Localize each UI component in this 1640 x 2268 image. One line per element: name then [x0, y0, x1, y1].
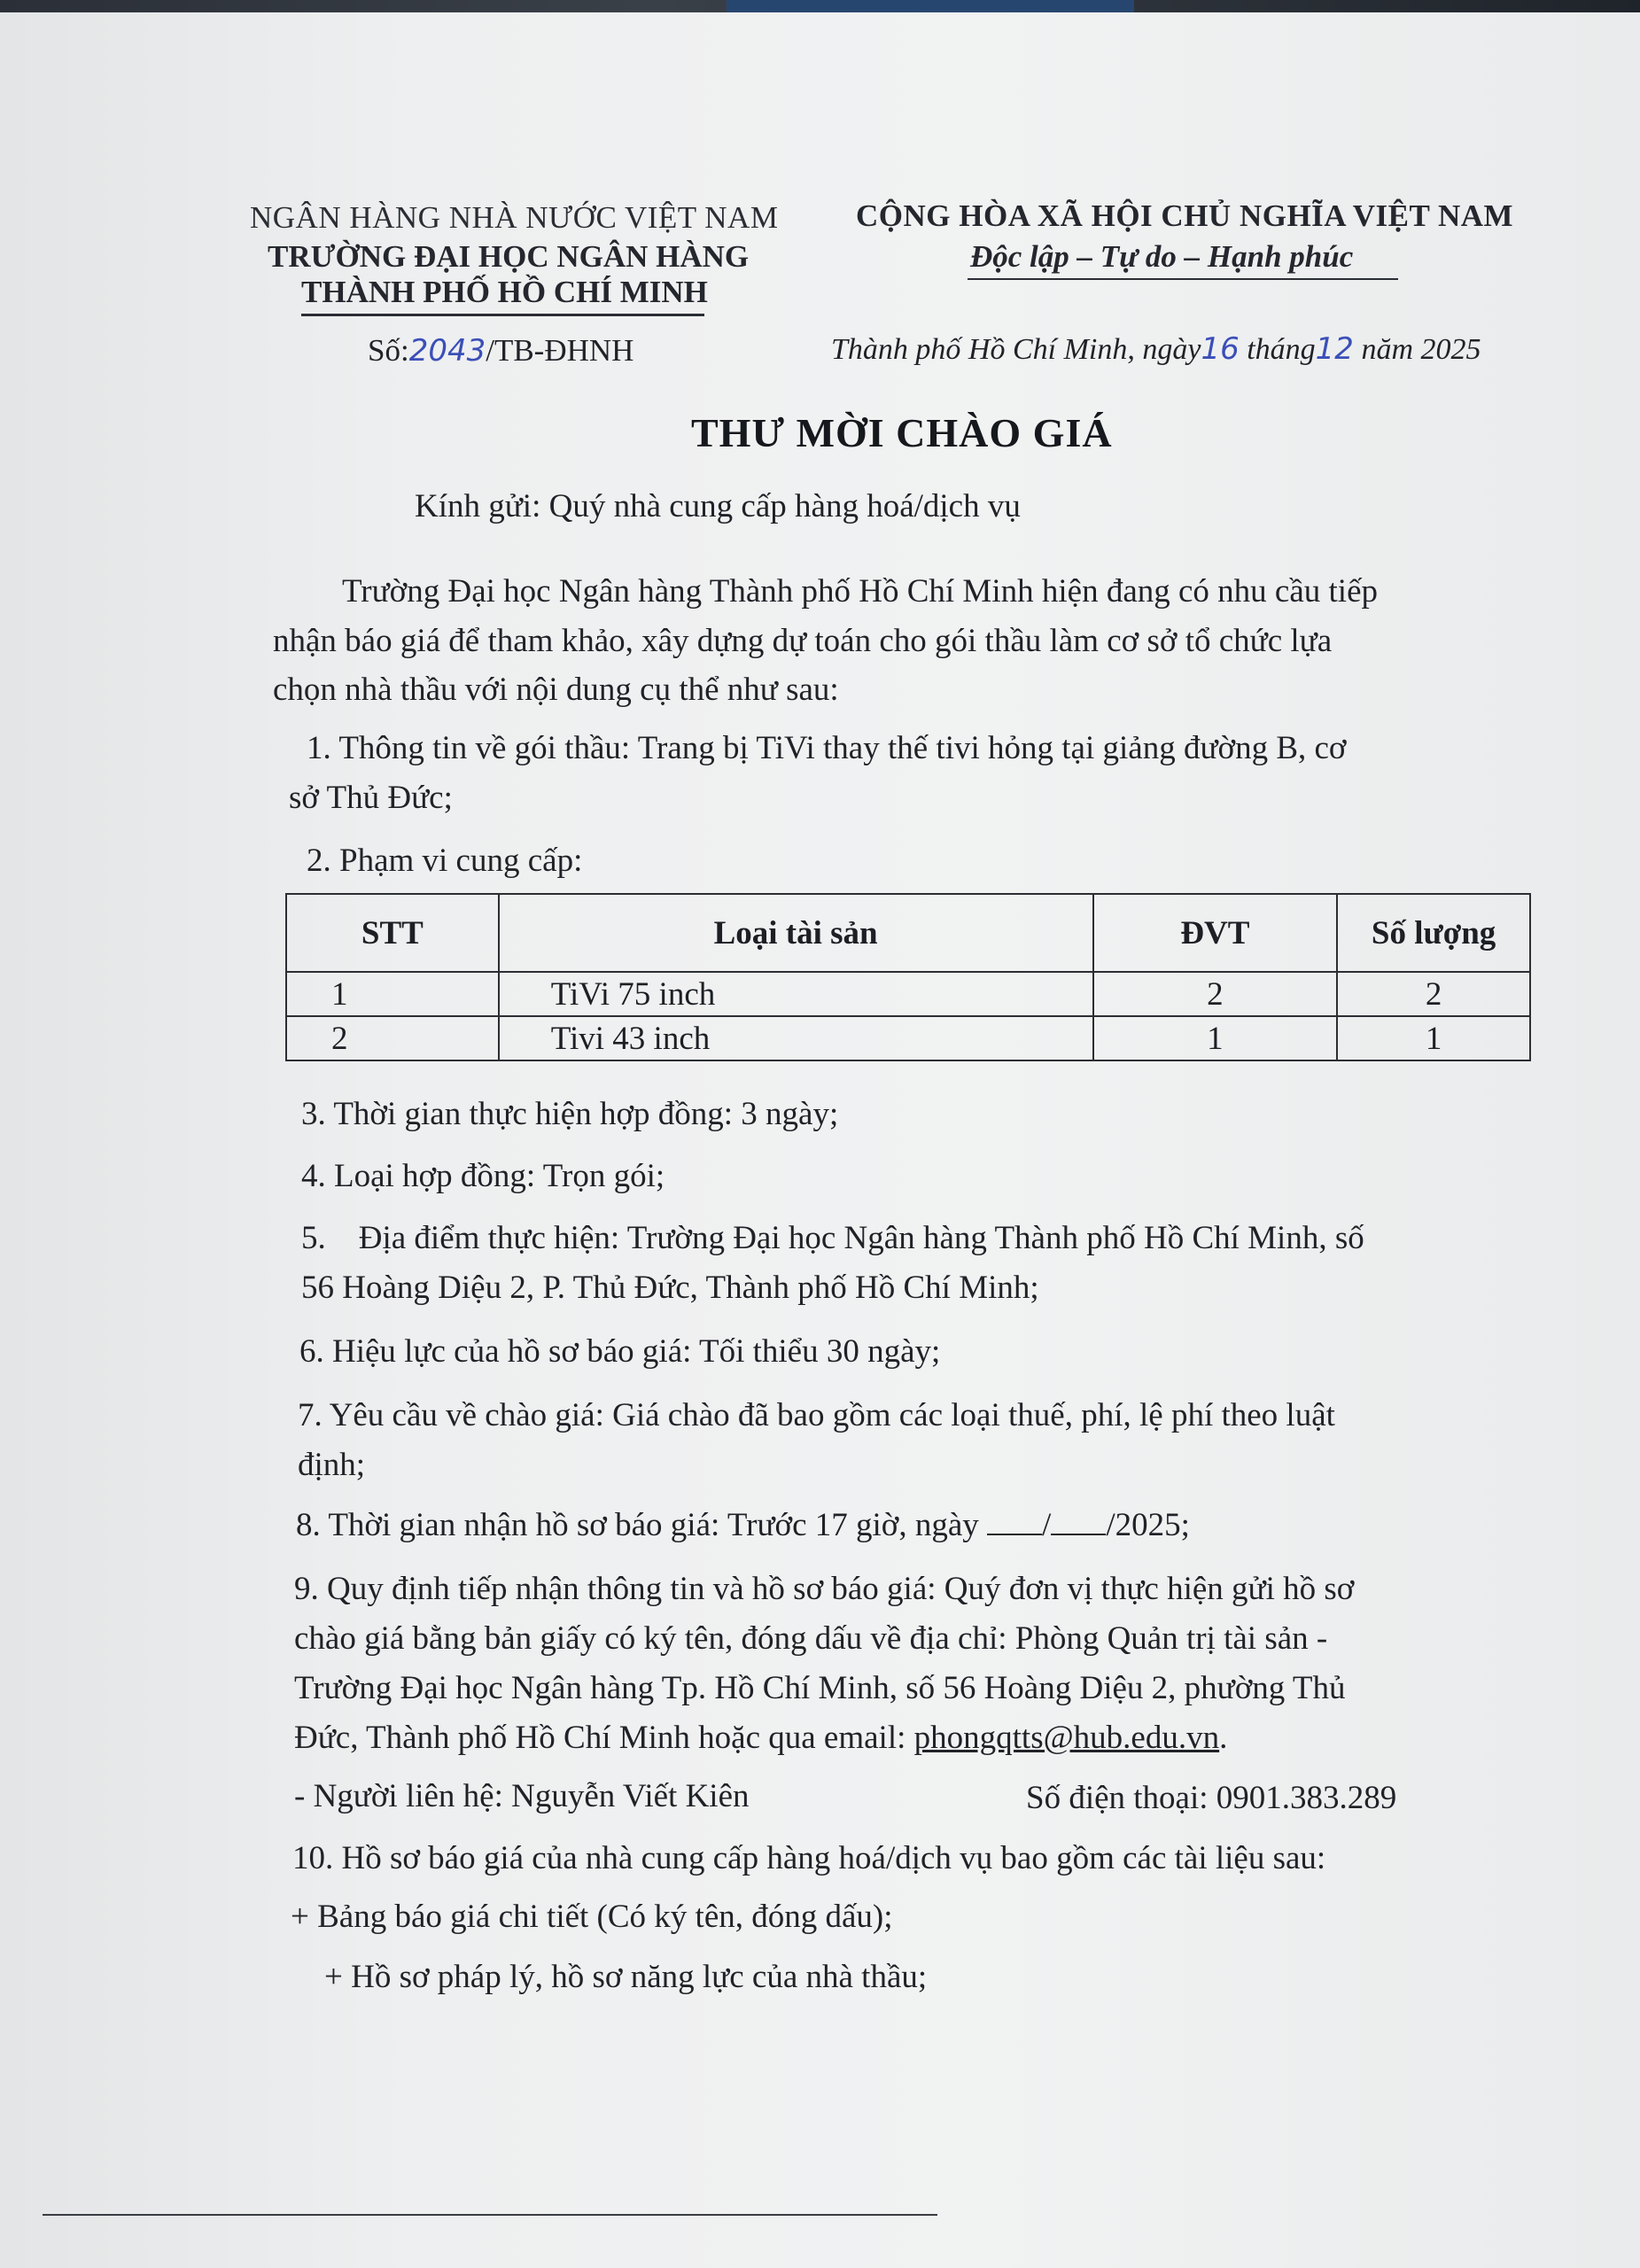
- month-blank: [1051, 1507, 1106, 1535]
- header-stt: STT: [286, 894, 499, 972]
- country-motto: Độc lập – Tự do – Hạnh phúc: [970, 239, 1354, 274]
- cell-stt: 2: [286, 1016, 499, 1060]
- table-header-row: [286, 894, 1530, 972]
- doc-date: Thành phố Hồ Chí Minh, ngày16 tháng12 năm 2025: [831, 331, 1481, 367]
- contact-phone: Số điện thoại: 0901.383.289: [1026, 1780, 1397, 1816]
- item-9-line-4: Đức, Thành phố Hồ Chí Minh hoặc qua email: phongqtts@hub.edu.vn.: [294, 1720, 1228, 1756]
- item-1-line-2: sở Thủ Đức;: [289, 780, 453, 816]
- footer-rule: [43, 2214, 937, 2216]
- item-9-line-1: 9. Quy định tiếp nhận thông tin và hồ sơ báo giá: Quý đơn vị thực hiện gửi hồ sơ: [294, 1571, 1355, 1607]
- document-title: THƯ MỜI CHÀO GIÁ: [691, 410, 1113, 455]
- item-5-line-2: 56 Hoàng Diệu 2, P. Thủ Đức, Thành phố Hồ Chí Minh;: [301, 1270, 1039, 1306]
- doc-number-handwritten: 2043: [408, 333, 486, 369]
- item-6: 6. Hiệu lực của hồ sơ báo giá: Tối thiểu 30 ngày;: [299, 1333, 941, 1370]
- cell-asset: Tivi 43 inch: [499, 1016, 1093, 1060]
- doc-number: Số:2043/TB-ĐHNH: [368, 333, 634, 369]
- table-row: [286, 972, 1530, 1016]
- motto-underline: [968, 278, 1398, 280]
- date-day-handwritten: 16: [1201, 331, 1240, 367]
- contact-email-link[interactable]: phongqtts@hub.edu.vn: [913, 1720, 1220, 1756]
- intro-line-2: nhận báo giá để tham khảo, xây dựng dự toán cho gói thầu làm cơ sở tổ chức lựa: [273, 623, 1333, 659]
- item-7-line-2: định;: [298, 1447, 366, 1483]
- document-page: [0, 12, 1640, 2268]
- item-4: 4. Loại hợp đồng: Trọn gói;: [301, 1158, 665, 1194]
- cell-quantity: 1: [1337, 1016, 1530, 1060]
- org-line-2: TRƯỜNG ĐẠI HỌC NGÂN HÀNG: [268, 239, 750, 274]
- item-9-line-2: chào giá bằng bản giấy có ký tên, đóng dấu về địa chỉ: Phòng Quản trị tài sản -: [294, 1620, 1328, 1657]
- org-underline: [301, 314, 704, 316]
- table-row: [286, 1016, 1530, 1060]
- cell-unit: 2: [1093, 972, 1338, 1016]
- item-10-b: + Hồ sơ pháp lý, hồ sơ năng lực của nhà thầu;: [324, 1959, 928, 1995]
- intro-line-1: Trường Đại học Ngân hàng Thành phố Hồ Chí Minh hiện đang có nhu cầu tiếp: [342, 573, 1378, 610]
- item-2: 2. Phạm vi cung cấp:: [307, 843, 583, 879]
- contact-person: - Người liên hệ: Nguyễn Viết Kiên: [294, 1778, 750, 1814]
- date-month-handwritten: 12: [1315, 331, 1354, 367]
- cell-stt: 1: [286, 972, 499, 1016]
- header-asset-type: Loại tài sản: [499, 894, 1093, 972]
- item-1-line-1: 1. Thông tin về gói thầu: Trang bị TiVi thay thế tivi hỏng tại giảng đường B, cơ: [307, 730, 1347, 766]
- item-9-line-3: Trường Đại học Ngân hàng Tp. Hồ Chí Minh, số 56 Hoàng Diệu 2, phường Thủ: [294, 1670, 1346, 1706]
- item-10-a: + Bảng báo giá chi tiết (Có ký tên, đóng dấu);: [291, 1899, 893, 1935]
- day-blank: [987, 1507, 1042, 1535]
- header-unit: ĐVT: [1093, 894, 1338, 972]
- intro-line-3: chọn nhà thầu với nội dung cụ thể như sau:: [273, 672, 839, 708]
- cell-asset: TiVi 75 inch: [499, 972, 1093, 1016]
- item-8: 8. Thời gian nhận hồ sơ báo giá: Trước 17 giờ, ngày / /2025;: [296, 1507, 1190, 1543]
- country-line-1: CỘNG HÒA XÃ HỘI CHỦ NGHĨA VIỆT NAM: [856, 198, 1514, 233]
- item-7-line-1: 7. Yêu cầu về chào giá: Giá chào đã bao gồm các loại thuế, phí, lệ phí theo luật: [298, 1397, 1335, 1433]
- cell-unit: 1: [1093, 1016, 1338, 1060]
- scope-table: [285, 893, 1531, 1061]
- header-quantity: Số lượng: [1337, 894, 1530, 972]
- org-line-3: THÀNH PHỐ HỒ CHÍ MINH: [301, 275, 708, 309]
- item-5-line-1: 5. Địa điểm thực hiện: Trường Đại học Ngân hàng Thành phố Hồ Chí Minh, số: [301, 1220, 1364, 1256]
- org-line-1: NGÂN HÀNG NHÀ NƯỚC VIỆT NAM: [250, 200, 779, 235]
- cell-quantity: 2: [1337, 972, 1530, 1016]
- item-3: 3. Thời gian thực hiện hợp đồng: 3 ngày;: [301, 1096, 839, 1132]
- item-10: 10. Hồ sơ báo giá của nhà cung cấp hàng hoá/dịch vụ bao gồm các tài liệu sau:: [292, 1840, 1326, 1876]
- salutation: Kính gửi: Quý nhà cung cấp hàng hoá/dịch vụ: [415, 488, 1021, 524]
